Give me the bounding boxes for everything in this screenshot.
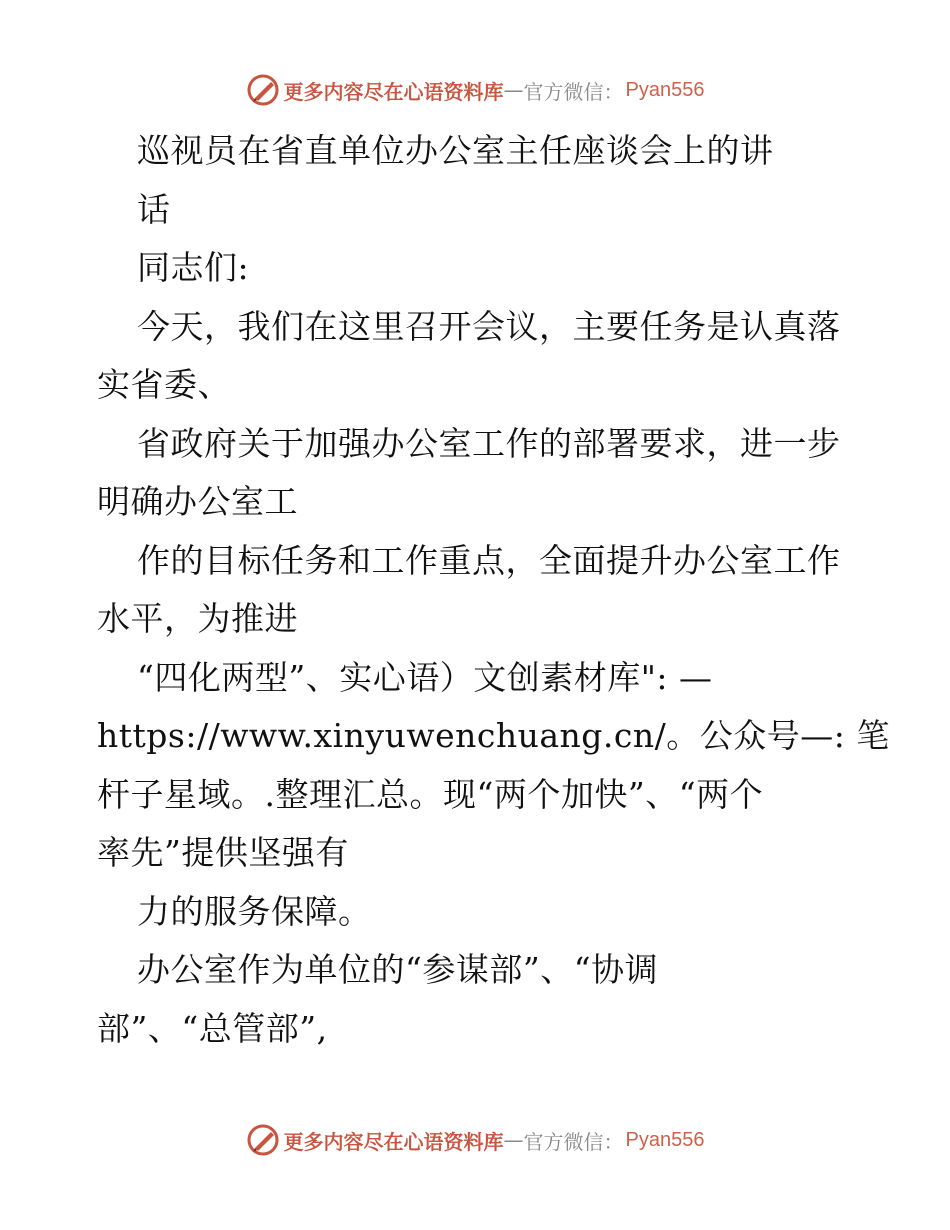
salutation: 同志们: bbox=[137, 248, 250, 287]
paragraph-line: 办公室作为单位的“参谋部”、“协调 bbox=[137, 950, 659, 989]
pen-logo-icon bbox=[246, 1123, 280, 1157]
watermark-wechat-id: Pyan556 bbox=[625, 1128, 705, 1151]
paragraph-line-url: https://www.xinyuwenchuang.cn/。公众号—: 笔 bbox=[97, 716, 890, 755]
paragraph-line: 明确办公室工 bbox=[97, 482, 298, 521]
paragraph-line: 水平，为推进 bbox=[97, 599, 298, 638]
paragraph-line: 率先”提供坚强有 bbox=[97, 833, 349, 872]
watermark-wechat-id: Pyan556 bbox=[625, 78, 705, 101]
document-title-continued: 话 bbox=[137, 189, 171, 229]
watermark-main-text: 更多内容尽在心语资料库 bbox=[283, 79, 504, 104]
watermark-separator: — bbox=[503, 78, 524, 102]
paragraph-line: “四化两型”、实心语）文创素材库": — bbox=[137, 657, 713, 697]
paragraph-line: 力的服务保障。 bbox=[137, 891, 372, 931]
paragraph-line: 杆子星域。.整理汇总。现“两个加快”、“两个 bbox=[97, 774, 764, 814]
document-title: 巡视员在省直单位办公室主任座谈会上的讲 bbox=[137, 131, 774, 170]
watermark-main-text: 更多内容尽在心语资料库 bbox=[283, 1129, 504, 1154]
paragraph-line: 实省委、 bbox=[97, 365, 231, 404]
pen-logo-icon bbox=[246, 73, 280, 107]
watermark-wechat-label: 官方微信： bbox=[523, 1129, 624, 1154]
watermark-separator: — bbox=[503, 1128, 524, 1152]
paragraph-line: 部”、“总管部”, bbox=[97, 1008, 328, 1048]
header-watermark bbox=[0, 70, 950, 110]
paragraph-line: 省政府关于加强办公室工作的部署要求，进一步 bbox=[137, 423, 841, 463]
footer-watermark bbox=[0, 1120, 950, 1160]
watermark-wechat-label: 官方微信： bbox=[523, 79, 624, 104]
document-body bbox=[97, 122, 890, 1058]
paragraph-line: 今天，我们在这里召开会议，主要任务是认真落 bbox=[137, 306, 841, 346]
paragraph-line: 作的目标任务和工作重点，全面提升办公室工作 bbox=[137, 540, 841, 580]
